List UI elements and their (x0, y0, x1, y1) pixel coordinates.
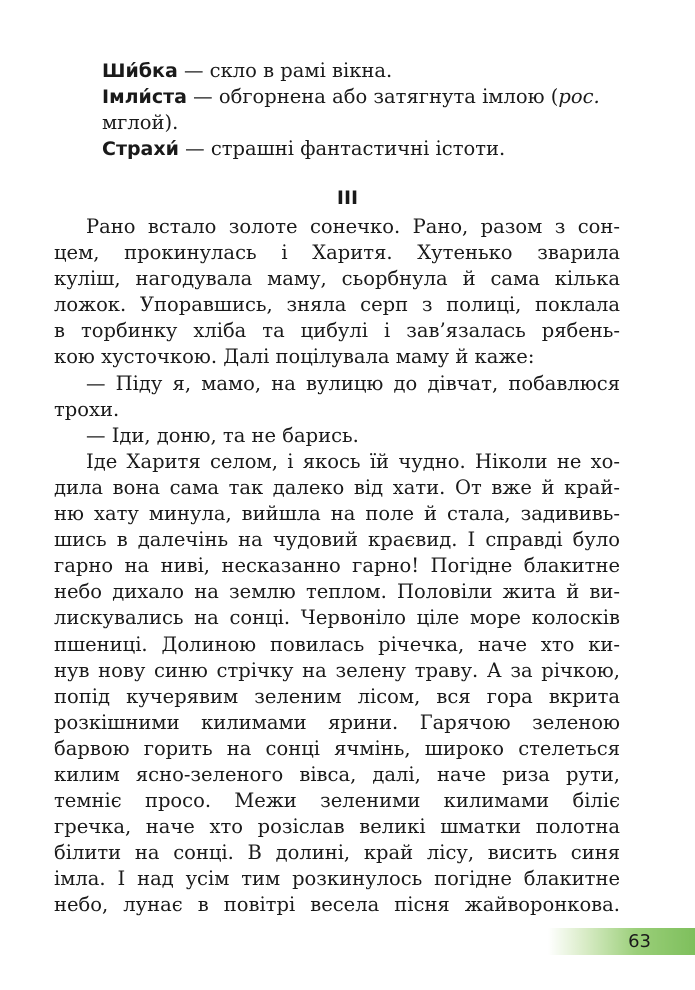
text-line: Рано встало золоте сонечко. Рано, разом з сон- (86, 215, 620, 238)
text-line: попід кучерявим зеленим лісом, вся гора вкрита (54, 684, 620, 708)
text-line: цем, прокинулась і Харитя. Хутенько зварила (54, 241, 620, 265)
page-number: 63 (628, 931, 651, 952)
text-line: нув нову синю стрічку на зелену траву. А за річкою, (54, 658, 620, 682)
text-line: гречка, наче хто розіслав великі шматки полотна (54, 815, 620, 839)
text-line: Іде Харитя селом, і якось їй чудно. Ніколи не хо- (86, 449, 620, 473)
text-line: темніє просо. Межи зеленими килимами біліє (54, 789, 620, 813)
text-line: дила вона сама так далеко від хати. От вже й край- (54, 475, 620, 499)
text-line: небо, лунає в повітрі весела пісня жайворонкова. (54, 893, 620, 917)
glossary-continuation-text: мглой). (102, 111, 179, 134)
text-line: килим ясно-зеленого вівса, далі, наче риза рути, (54, 762, 620, 786)
text-line: пшениці. Долиною повилась річечка, наче хто ки- (54, 632, 620, 656)
text-line: гарно на ниві, несказанно гарно! Погідне блакитне (54, 554, 620, 578)
text-line: білити на сонці. В долині, край лісу, висить синя (54, 841, 620, 865)
glossary (102, 58, 622, 162)
glossary-definition: — скло в рамі вікна. (177, 59, 393, 82)
glossary-italic-note: рос. (558, 85, 600, 108)
text-line: ложок. Упоравшись, зняла серп з полиці, поклала (54, 293, 620, 317)
glossary-entry (102, 136, 622, 162)
glossary-term: Ши́бка (102, 60, 178, 82)
text-line: — Іди, доню, та не барись. (86, 423, 359, 447)
text-line: ню хату минула, вийшла на поле й стала, задививь- (54, 502, 620, 526)
text-line: розкішними килимами ярини. Гарячою зеленою (54, 710, 620, 734)
story-text (54, 214, 620, 919)
glossary-term: Імли́ста (102, 86, 187, 108)
text-line: куліш, нагодувала маму, сьорбнула й сама кілька (54, 267, 620, 291)
text-line: барвою горить на сонці ячмінь, широко стелеться (54, 736, 620, 760)
glossary-continuation (102, 110, 622, 136)
glossary-entry (102, 58, 622, 84)
text-line: в торбинку хліба та цибулі і зав’язалась рябень- (54, 319, 620, 343)
text-line: шись в далечінь на чудовий краєвид. І справді було (54, 528, 620, 552)
text-line: лискувались на сонці. Червоніло ціле море колосків (54, 606, 620, 630)
glossary-term: Страхи́ (102, 138, 179, 160)
text-line: небо дихало на землю теплом. Половіли жита й ви- (54, 580, 620, 604)
section-title: ІІІ (336, 187, 359, 209)
text-line: кою хусточкою. Далі поцілувала маму й каже: (54, 345, 535, 369)
glossary-entry (102, 84, 622, 110)
page-number-bar (548, 928, 695, 955)
glossary-definition: — страшні фантастичні істоти. (178, 137, 506, 160)
glossary-definition: — обгорнена або затягнута імлою ( (186, 85, 559, 108)
text-line: імла. І над усім тим розкинулось погідне блакитне (54, 867, 620, 891)
text-line: трохи. (54, 397, 120, 421)
text-line: — Піду я, мамо, на вулицю до дівчат, побавлюся (86, 371, 620, 395)
